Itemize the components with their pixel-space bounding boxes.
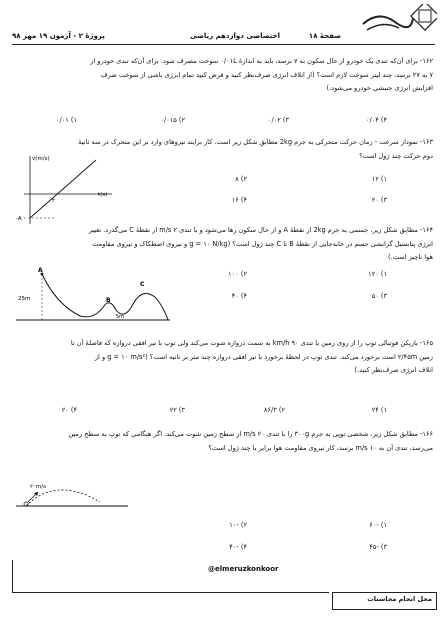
option-3[interactable]: ۳) ۲۰: [371, 196, 387, 204]
question-text: ۱۶۳- نمودار سرعت - زمان حرکت متحرکی به جرم 2kg مطابق شکل زیر است. کار برایند نیروهای وارد بر این متحرک در سه ثانیهٔ: [78, 138, 433, 146]
height-label: 25m: [18, 296, 31, 302]
velocity-time-graph: [16, 152, 116, 228]
question-text: ۱۶۶- مطابق شکل زیر، شخصی توپی به جرم ۳۰۰g را با تندی ۲۰ m/s از سطح زمین شوت می‌کند. اگر هنگامی که توپ به سطح زمین: [68, 430, 433, 438]
option-4[interactable]: ۴) ۱۶: [231, 196, 247, 204]
option-2[interactable]: ۲) ۸: [235, 175, 247, 183]
institute-logo: [359, 4, 437, 40]
option-1[interactable]: ۱) ۱۲: [371, 175, 387, 183]
page-number: صفحهٔ ۱۸: [308, 32, 341, 40]
question-text: ۱۶۴- مطابق شکل زیر، جسمی به جرم 2kg از نقطهٔ A و از حال سکون رها می‌شود و با تندی ۲ m/s از نقطهٔ C می‌گذرد. تغییر: [88, 226, 433, 234]
exam-track: اختصاصی دوازدهم ریاضی: [190, 32, 280, 40]
option-2[interactable]: ۲) ۸۶/۳: [263, 406, 285, 414]
point-c-label: C: [140, 281, 145, 288]
kick-figure: [16, 478, 132, 512]
option-1[interactable]: ۱) -۶۰: [369, 521, 387, 529]
question-166: [14, 428, 433, 455]
question-text: ۱۶۲- برای آن‌که تندی یک خودرو از حال سکون به ۷ برسد، باید به اندازهٔ ۰/۰۱L سوخت مصرف شود. برای آن‌که تندی خودرو از: [90, 57, 433, 65]
point-b-label: B: [106, 297, 111, 304]
initial-speed-label: ۲۰m/s: [30, 484, 46, 490]
y-axis-label: v(m/s): [32, 156, 50, 162]
question-162: [14, 55, 433, 96]
question-text: دوم حرکت چند ژول است؟: [359, 151, 433, 160]
point-a-label: A: [38, 267, 43, 274]
question-text: می‌رسد، تندی آن به ۱۰ m/s برسد، کار نیروی مقاومت هوا برابر با چند ژول است؟: [208, 443, 433, 452]
small-height-label: 5m: [116, 314, 125, 320]
footer-divider: [12, 592, 329, 593]
option-3[interactable]: ۳) ۰/۰۲: [267, 116, 289, 124]
calculation-area-label: محل انجام محاسبات: [332, 592, 437, 610]
track-figure: [16, 264, 172, 324]
question-text: ۱۶۵- بازیکن فوتبالی توپ را از روی زمین با تندی ۹۰ km/h به سمت دروازه شوت می‌کند ولی توپ با تیر افقی دروازه که فاصلهٔ آن تا: [70, 339, 433, 347]
question-text: هوا ناچیز است.): [388, 253, 433, 261]
option-4[interactable]: ۴) -۴۰: [229, 543, 247, 551]
option-4[interactable]: ۴) ۰/۰۴: [365, 116, 387, 124]
question-text: ۷ به ۲۷ برسد، چند لیتر سوخت لازم است؟ (از اتلاف انرژی صرف‌نظر کنید و فرض کنید تمام انرژی ناشی از سوخت صرف: [100, 70, 433, 79]
header-divider: [12, 44, 435, 45]
channel-watermark: @elmeruzkonkoor: [208, 565, 279, 573]
page-header: [10, 4, 437, 44]
question-text: زمین ۲/۴۵m است برخورد می‌کند. تندی توپ در لحظهٔ برخورد با تیر افقی دروازه چند متر بر ثانیه است؟ (g = ۱۰ m/s² و از: [94, 352, 433, 361]
option-3[interactable]: ۳) -۴۵: [369, 543, 387, 551]
question-text: انرژی پتانسیل گرانشی جسم در جابه‌جایی از نقطهٔ B تا C چند ژول است؟ (g = ۱۰ N/kg و نیروی اصطکاک و نیروی مقاومت: [92, 239, 433, 248]
question-164: [14, 224, 433, 265]
option-4[interactable]: ۴) ۴۰: [231, 292, 247, 300]
option-2[interactable]: ۲) ۱۰۰: [228, 270, 247, 278]
exam-title: پروژهٔ ۲ - آزمون ۱۹ مهر ۹۸: [12, 32, 105, 40]
question-165: [14, 337, 433, 378]
question-text: اتلاف انرژی صرف‌نظر کنید.): [354, 366, 433, 374]
question-text: افزایش انرژی جنبشی خودرو می‌شود.): [326, 84, 433, 92]
x-axis-label: t(s): [98, 192, 108, 198]
y-tick-label: -A: [16, 216, 22, 222]
option-3[interactable]: ۳) ۵۰: [371, 292, 387, 300]
option-3[interactable]: ۳) ۲۲: [169, 406, 185, 414]
option-2[interactable]: ۲) ۰/۰۱۵: [160, 116, 185, 124]
option-2[interactable]: ۲) -۱۰: [229, 521, 247, 529]
x-tick-label: ۲: [52, 198, 55, 204]
footer-side-rule: [12, 560, 13, 592]
option-1[interactable]: ۱) ۱۲۰: [368, 270, 387, 278]
option-1[interactable]: ۱) ۰/۰۱: [55, 116, 77, 124]
option-1[interactable]: ۱) ۲۴: [371, 406, 387, 414]
option-4[interactable]: ۴) ۲۰: [61, 406, 77, 414]
